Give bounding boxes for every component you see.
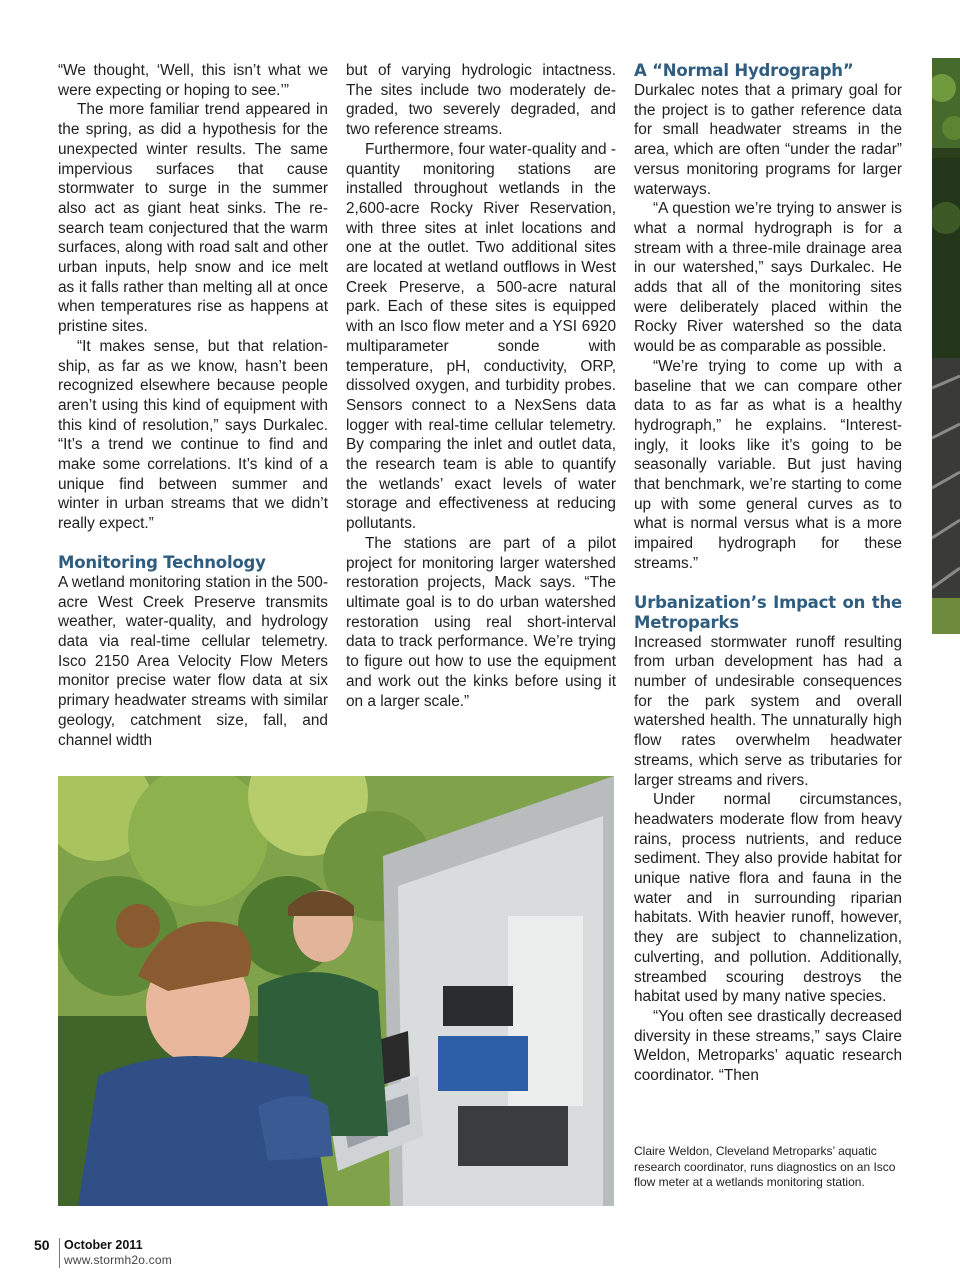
article-column-1 [58,61,328,750]
edge-photo [932,58,960,634]
section-heading: A “Normal Hydrograph” [634,61,854,80]
paragraph: Under normal circumstances, headwaters moderate flow from heavy rains, process nutrients, and reduce sediment. They also provide habitat for unique native flora and fauna in the water and in surrounding riparian habitats. With heavier runoff, however, they are subject to channelization, culverting, and pollution. Additionally, streambed scouring destroys the habitat used by many native species. [634,791,902,1006]
paragraph: “We’re trying to come up with a baseline that we can compare other data to as far as what is a healthy hydrograph,” he explains. “Interestingly, it looks like it’s going to be seasonally variable. But just having that benchmark, we’re starting to come up with some general curves as to what is normal versus what is a more impaired hydrograph for these streams.” [634,357,902,572]
paragraph: The more familiar trend appeared in the spring, as did a hypothesis for the unexpected winter results. The same impervious surfaces that cause stormwater to surge in the summer also act as giant heat sinks. The research team conjectured that the warm surfaces, along with road salt and other urban inputs, help snow and ice melt as it falls rather than melting all at once when temperatures rise as happens at pristine sites. [58,101,328,336]
paragraph: “It makes sense, but that relationship, as far as we know, hasn’t been recognized elsewhere because people aren’t using this kind of equipment with this kind of resolution,” says Durkalec. “It’s a trend we continue to find and make some correlations. It’s kind of a unique find between summer and winter in urban streams that we didn’t really expect.” [58,337,328,533]
paragraph: The stations are part of a pilot project for monitoring larger watershed restoration projects, Mack says. “The ultimate goal is to do urban watershed restoration using real short-interval data to track performance. We’re trying to figure out how to use the equipment and work out the kinks before using it on a larger scale.” [346,534,616,710]
article-column-2 [346,61,616,711]
page-number: 50 [34,1237,50,1253]
paragraph: “A question we’re trying to answer is what a normal hydrograph is for a stream with a three-mile drainage area in our watershed,” says Durkalec. He adds that all of the monitoring sites were deliberately placed within the Rocky River watershed so the data would be as comparable as possible. [634,200,902,356]
website-url: www.stormh2o.com [64,1253,172,1267]
footer-divider [59,1238,60,1268]
field-photo [58,776,614,1206]
paragraph: A wetland monitoring station in the 500-acre West Creek Preserve transmits weather, water-quality, and hydrology data via real-time cellular telemetry. Isco 2150 Area Velocity Flow Meters monitor precise water flow data at six primary headwater streams with similar geology, catchment size, fall, and channel width [58,573,328,749]
paragraph: but of varying hydrologic intactness. The sites include two moderately degraded, two severely degraded, and two reference streams. [346,62,616,139]
issue-date: October 2011 [64,1238,143,1252]
article-column-3 [634,61,902,1086]
photo-caption: Claire Weldon, Cleveland Metroparks’ aquatic research coordinator, runs diagnostics on an Isco flow meter at a wetlands monitoring station. [634,1144,896,1190]
section-heading: Urbanization’s Impact on the Metroparks [634,592,902,632]
paragraph: Furthermore, four water-quality and -quantity monitoring stations are installed throughout wetlands in the 2,600-acre Rocky River Reservation, with three sites at inlet locations and one at the outlet. Two additional sites are located at wetland outflows in West Creek Preserve, a 500-acre natural park. Each of these sites is equipped with an Isco flow meter and a YSI 6920 multiparameter sonde with temperature, pH, conductivity, ORP, dissolved oxygen, and turbidity probes. Sensors connect to a NexSens data logger with real-time cellular telemetry. By comparing the inlet and outlet data, the research team is able to quantify the wetlands’ exact levels of water storage and effectiveness at reducing pollutants. [346,140,616,533]
section-heading: Monitoring Technology [58,552,266,572]
paragraph: “We thought, ‘Well, this isn’t what we were expecting or hoping to see.’” [58,62,328,99]
paragraph: “You often see drastically decreased diversity in these streams,” says Claire Weldon, Metroparks’ aquatic research coordinator. “Then [634,1007,902,1085]
paragraph: Increased stormwater runoff resulting from urban development has had a number of undesirable consequences for the park system and overall watershed health. The unnaturally high flow rates overwhelm headwater streams, which serve as tributaries for larger streams and rivers. [634,633,902,789]
paragraph: Durkalec notes that a primary goal for the project is to gather reference data for small headwater streams in the area, which are often “under the radar” versus monitoring programs for larger waterways. [634,82,902,198]
